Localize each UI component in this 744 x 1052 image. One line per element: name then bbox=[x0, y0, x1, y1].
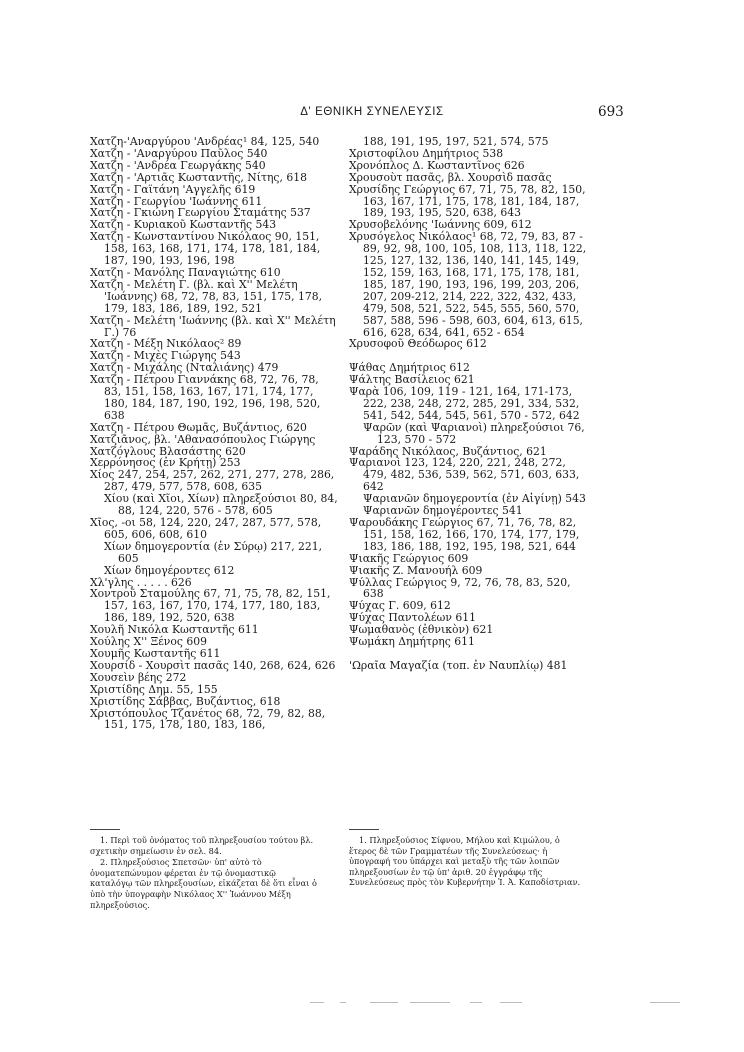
index-subentry: Ψαριανῶν δημογεροντία (ἐν Αἰγίνῃ) 543 bbox=[363, 492, 586, 506]
index-entry: Ψιακῆς Ζ. Μανουήλ 609 bbox=[349, 563, 483, 577]
index-entry: Χουσεὶν βέης 272 bbox=[90, 670, 187, 684]
index-entry: Χουρσίδ - Χουρσὶτ πασᾶς 140, 268, 624, 626 bbox=[90, 658, 336, 672]
index-entry: Χρυσοφοῦ Θεόδωρος 612 bbox=[349, 337, 487, 351]
index-entry: Χατζη - Μιχάλης (Νταλιάνης) 479 bbox=[90, 361, 279, 375]
index-entry-continuation: 188, 191, 195, 197, 521, 574, 575 bbox=[363, 135, 549, 148]
index-entry: Χατζη - Γεωργίου 'Ιωάννης 611 bbox=[90, 194, 263, 208]
index-subentry: Χίου (καὶ Χῖοι, Χίων) πληρεξούσιοι 80, 84, 88, 124, 220, 576 - 578, 605 bbox=[104, 492, 338, 518]
index-entry: Ψύχας Παντολέων 611 bbox=[349, 611, 476, 625]
index-entry: Χρυσοβελόνης 'Ιωάννης 609, 612 bbox=[349, 218, 532, 232]
index-entry: Χατζη - Μελέτη Γ. (βλ. καὶ Χ'' Μελέτη 'Ιωάννης) 68, 72, 78, 83, 151, 175, 178, 179, 183, 186, 189, 192, 521 bbox=[90, 277, 323, 315]
index-entry: Χατζη - Μιχὲς Γιώργης 543 bbox=[90, 349, 241, 363]
index-entry: Χρονόπλος Δ. Κωσταντῖνος 626 bbox=[349, 158, 525, 172]
index-entry: 'Ωραῖα Μαγαζία (τοπ. ἐν Ναυπλίῳ) 481 bbox=[349, 658, 568, 672]
index-column-right bbox=[349, 136, 588, 672]
index-entry: Ψάλτης Βασίλειος 621 bbox=[349, 373, 475, 387]
index-entry: Χοντρoῦ Σταμούλης 67, 71, 75, 78, 82, 151, 157, 163, 167, 170, 174, 177, 180, 183, 186, 189, 192, 520, 638 bbox=[90, 587, 331, 625]
index-entry: Χριστίδης Σάββας, Βυζάντιος, 618 bbox=[90, 694, 281, 708]
index-entry: Ψιακῆς Γεώργιος 609 bbox=[349, 551, 469, 565]
index-entry: Χούλης Χ'' Ξένος 609 bbox=[90, 635, 207, 649]
index-entry: Χλ'γλης . . . . . 626 bbox=[90, 575, 192, 589]
index-entry: Χρυσόγελος Νικόλαος¹ 68, 72, 79, 83, 87 - 89, 92, 98, 100, 105, 108, 113, 118, 122, 125, 127, 132, 136, 140, 141, 145, 149, 152, 159, 163, 168, 171, 175, 178, 181, 185, 187, 190, 193, 196, 199, 203, 206, 207, 209-212, 214, 222, 322, 432, 433, 479, 508, 521, 522, 545, 555, 560, 570, 587, 588, 596 - 598, 603, 604, 613, 615, 616, 628, 634, 641, 652 - 654 bbox=[349, 230, 587, 339]
footnote: 2. Πληρεξούσιος Σπετσῶν· ὑπ' αὐτὸ τὸ ὀνοματεπώνυμον φέρεται ἐν τῷ ὀνομαστικῷ καταλόγῳ τῶν πληρεξουσίων, εἰκάζεται δὲ ὅτι εἶναι ὁ ὑπὸ τὴν ὑπογραφὴν Νικόλαος Χ'' Ἰωάννου Μέξη πληρεξούσιος. bbox=[90, 857, 317, 910]
scan-artifact-marks bbox=[300, 1002, 720, 1006]
index-entry: Χατζη - 'Αναργύρου Παῦλος 540 bbox=[90, 146, 268, 160]
index-entry: Χουλῆ Νικόλα Κωσταντῆς 611 bbox=[90, 623, 259, 637]
footnotes-left bbox=[90, 835, 318, 911]
index-subentry: Χίων δημογέροντες 612 bbox=[104, 563, 235, 577]
index-entry: Ψαράδης Νικόλαος, Βυζάντιος, 621 bbox=[349, 444, 547, 458]
index-subentry: Ψαριανῶν δημογέροντες 541 bbox=[363, 504, 523, 518]
index-entry: Χριστόπουλος Τζανέτος 68, 72, 79, 82, 88, 151, 175, 178, 180, 183, 186, bbox=[90, 706, 326, 732]
index-entry: Ψωμάκη Δημήτρης 611 bbox=[349, 635, 475, 649]
page-number: 693 bbox=[598, 104, 624, 120]
index-entry: Ψύλλας Γεώργιος 9, 72, 76, 78, 83, 520, 638 bbox=[349, 575, 571, 601]
index-entry: Χατζη - Μανόλης Παναγιώτης 610 bbox=[90, 265, 281, 279]
index-entry: Χίος 247, 254, 257, 262, 271, 277, 278, 286, 287, 479, 577, 578, 608, 635 bbox=[90, 468, 335, 494]
index-entry: Ψύχας Γ. 609, 612 bbox=[349, 599, 451, 613]
index-entry: Ψαρουδάκης Γεώργιος 67, 71, 76, 78, 82, 151, 158, 162, 166, 170, 174, 177, 179, 183, 186, 188, 192, 195, 198, 521, 644 bbox=[349, 515, 580, 553]
footnote: 1. Πληρεξούσιος Σίφνου, Μήλου καὶ Κιμώλου, ὁ ἕτερος δὲ τῶν Γραμματέων τῆς Συνελεύσεως· ἡ ὑπογραφή του ὑπάρχει καὶ μεταξὺ τῆς τῶν λοιπῶν πληρεξουσίων ἐν τῷ ὑπ' ἀριθ. 20 ἐγγράφῳ τῆς Συνελεύσεως πρὸς τὸν Κυβερνήτην Ἰ. Ἀ. Καποδίστριαν. bbox=[349, 835, 581, 888]
index-entry: Χατζη - Πέτρου Γιαννάκης 68, 72, 76, 78, 83, 151, 158, 163, 167, 171, 174, 177, 180, 184, 187, 190, 192, 196, 198, 520, 638 bbox=[90, 373, 321, 422]
index-entry: Ψωμαθανὸς (ἐθνικὸν) 621 bbox=[349, 623, 494, 637]
index-entry: Χατζιᾶνος, βλ. 'Αθανασόπουλος Γιώργης bbox=[90, 432, 316, 446]
index-subentry: Χίων δημογεροντία (ἐν Σύρῳ) 217, 221, 605 bbox=[104, 539, 323, 565]
index-entry: Χῖος, -οι 58, 124, 220, 247, 287, 577, 578, 605, 606, 608, 610 bbox=[90, 516, 322, 541]
index-entry: Χατζη - Κυριακοῦ Κωσταντῆς 543 bbox=[90, 218, 277, 232]
index-entry: Ψαρὰ 106, 109, 119 - 121, 164, 171-173, 222, 238, 248, 272, 285, 291, 334, 532, 541, 542, 544, 545, 561, 570 - 572, 642 bbox=[349, 385, 580, 422]
index-entry: Χατζη - Μέξη Νικόλαος² 89 bbox=[90, 337, 242, 351]
index-entry: Χρυσίδης Γεώργιος 67, 71, 75, 78, 82, 150, 163, 167, 171, 175, 178, 181, 184, 187, 189, 193, 195, 520, 638, 643 bbox=[349, 182, 586, 220]
footnote-divider bbox=[349, 829, 379, 830]
index-entry: Ψάθας Δημήτριος 612 bbox=[349, 361, 470, 375]
index-entry: Χατζη - 'Ανδρέα Γεωργάκης 540 bbox=[90, 158, 266, 172]
index-entry: Χουμῆς Κωσταντῆς 611 bbox=[90, 646, 221, 660]
index-entry: Χατζη-'Αναργύρου 'Ανδρέας¹ 84, 125, 540 bbox=[90, 135, 320, 148]
index-entry: Χατζόγλους Βλασάστης 620 bbox=[90, 444, 246, 458]
index-entry: Χατζη - Γκιώνη Γεωργίου Σταμάτης 537 bbox=[90, 206, 311, 220]
index-entry: Χριστίδης Δημ. 55, 155 bbox=[90, 682, 218, 696]
index-entry: Χατζη - Πέτρου Θωμᾶς, Βυζάντιος, 620 bbox=[90, 420, 307, 434]
page-title: Δ' ΕΘΝΙΚΗ ΣΥΝΕΛΕΥΣΙΣ bbox=[300, 106, 444, 118]
index-entry: Χριστοφίλου Δημήτριος 538 bbox=[349, 146, 504, 160]
index-entry: Χατζη - Γαϊτάνη 'Αγγελῆς 619 bbox=[90, 182, 256, 196]
footnote: 1. Περὶ τοῦ ὀνόματος τοῦ πληρεξουσίου τούτου βλ. σχετικὴν σημείωσιν ἐν σελ. 84. bbox=[90, 835, 314, 856]
footnote-divider bbox=[90, 829, 120, 830]
index-entry: Χατζη - Κωνσταντίνου Νικόλαος 90, 151, 158, 163, 168, 171, 174, 178, 181, 184, 187, 190, 193, 196, 198 bbox=[90, 230, 321, 268]
index-column-left bbox=[90, 136, 338, 731]
index-entry: Χατζη - Μελέτη 'Ιωάννης (βλ. καὶ Χ'' Μελέτη Γ.) 76 bbox=[90, 313, 336, 339]
index-entry: Χρουσοὺτ πασᾶς, βλ. Χουρσὶδ πασᾶς bbox=[349, 170, 552, 184]
index-subentry: Ψαρῶν (καὶ Ψαριανοὶ) πληρεξούσιοι 76, 123, 570 - 572 bbox=[363, 420, 585, 446]
index-entry: Χερρόνησος (ἐν Κρήτῃ) 253 bbox=[90, 456, 241, 470]
index-entry: Χατζη - 'Αρτιᾶς Κωσταντῆς, Νίτης, 618 bbox=[90, 170, 307, 184]
footnotes-right bbox=[349, 835, 587, 889]
index-entry: Ψαριανοὶ 123, 124, 220, 221, 248, 272, 479, 482, 536, 539, 562, 571, 603, 633, 642 bbox=[349, 456, 580, 494]
